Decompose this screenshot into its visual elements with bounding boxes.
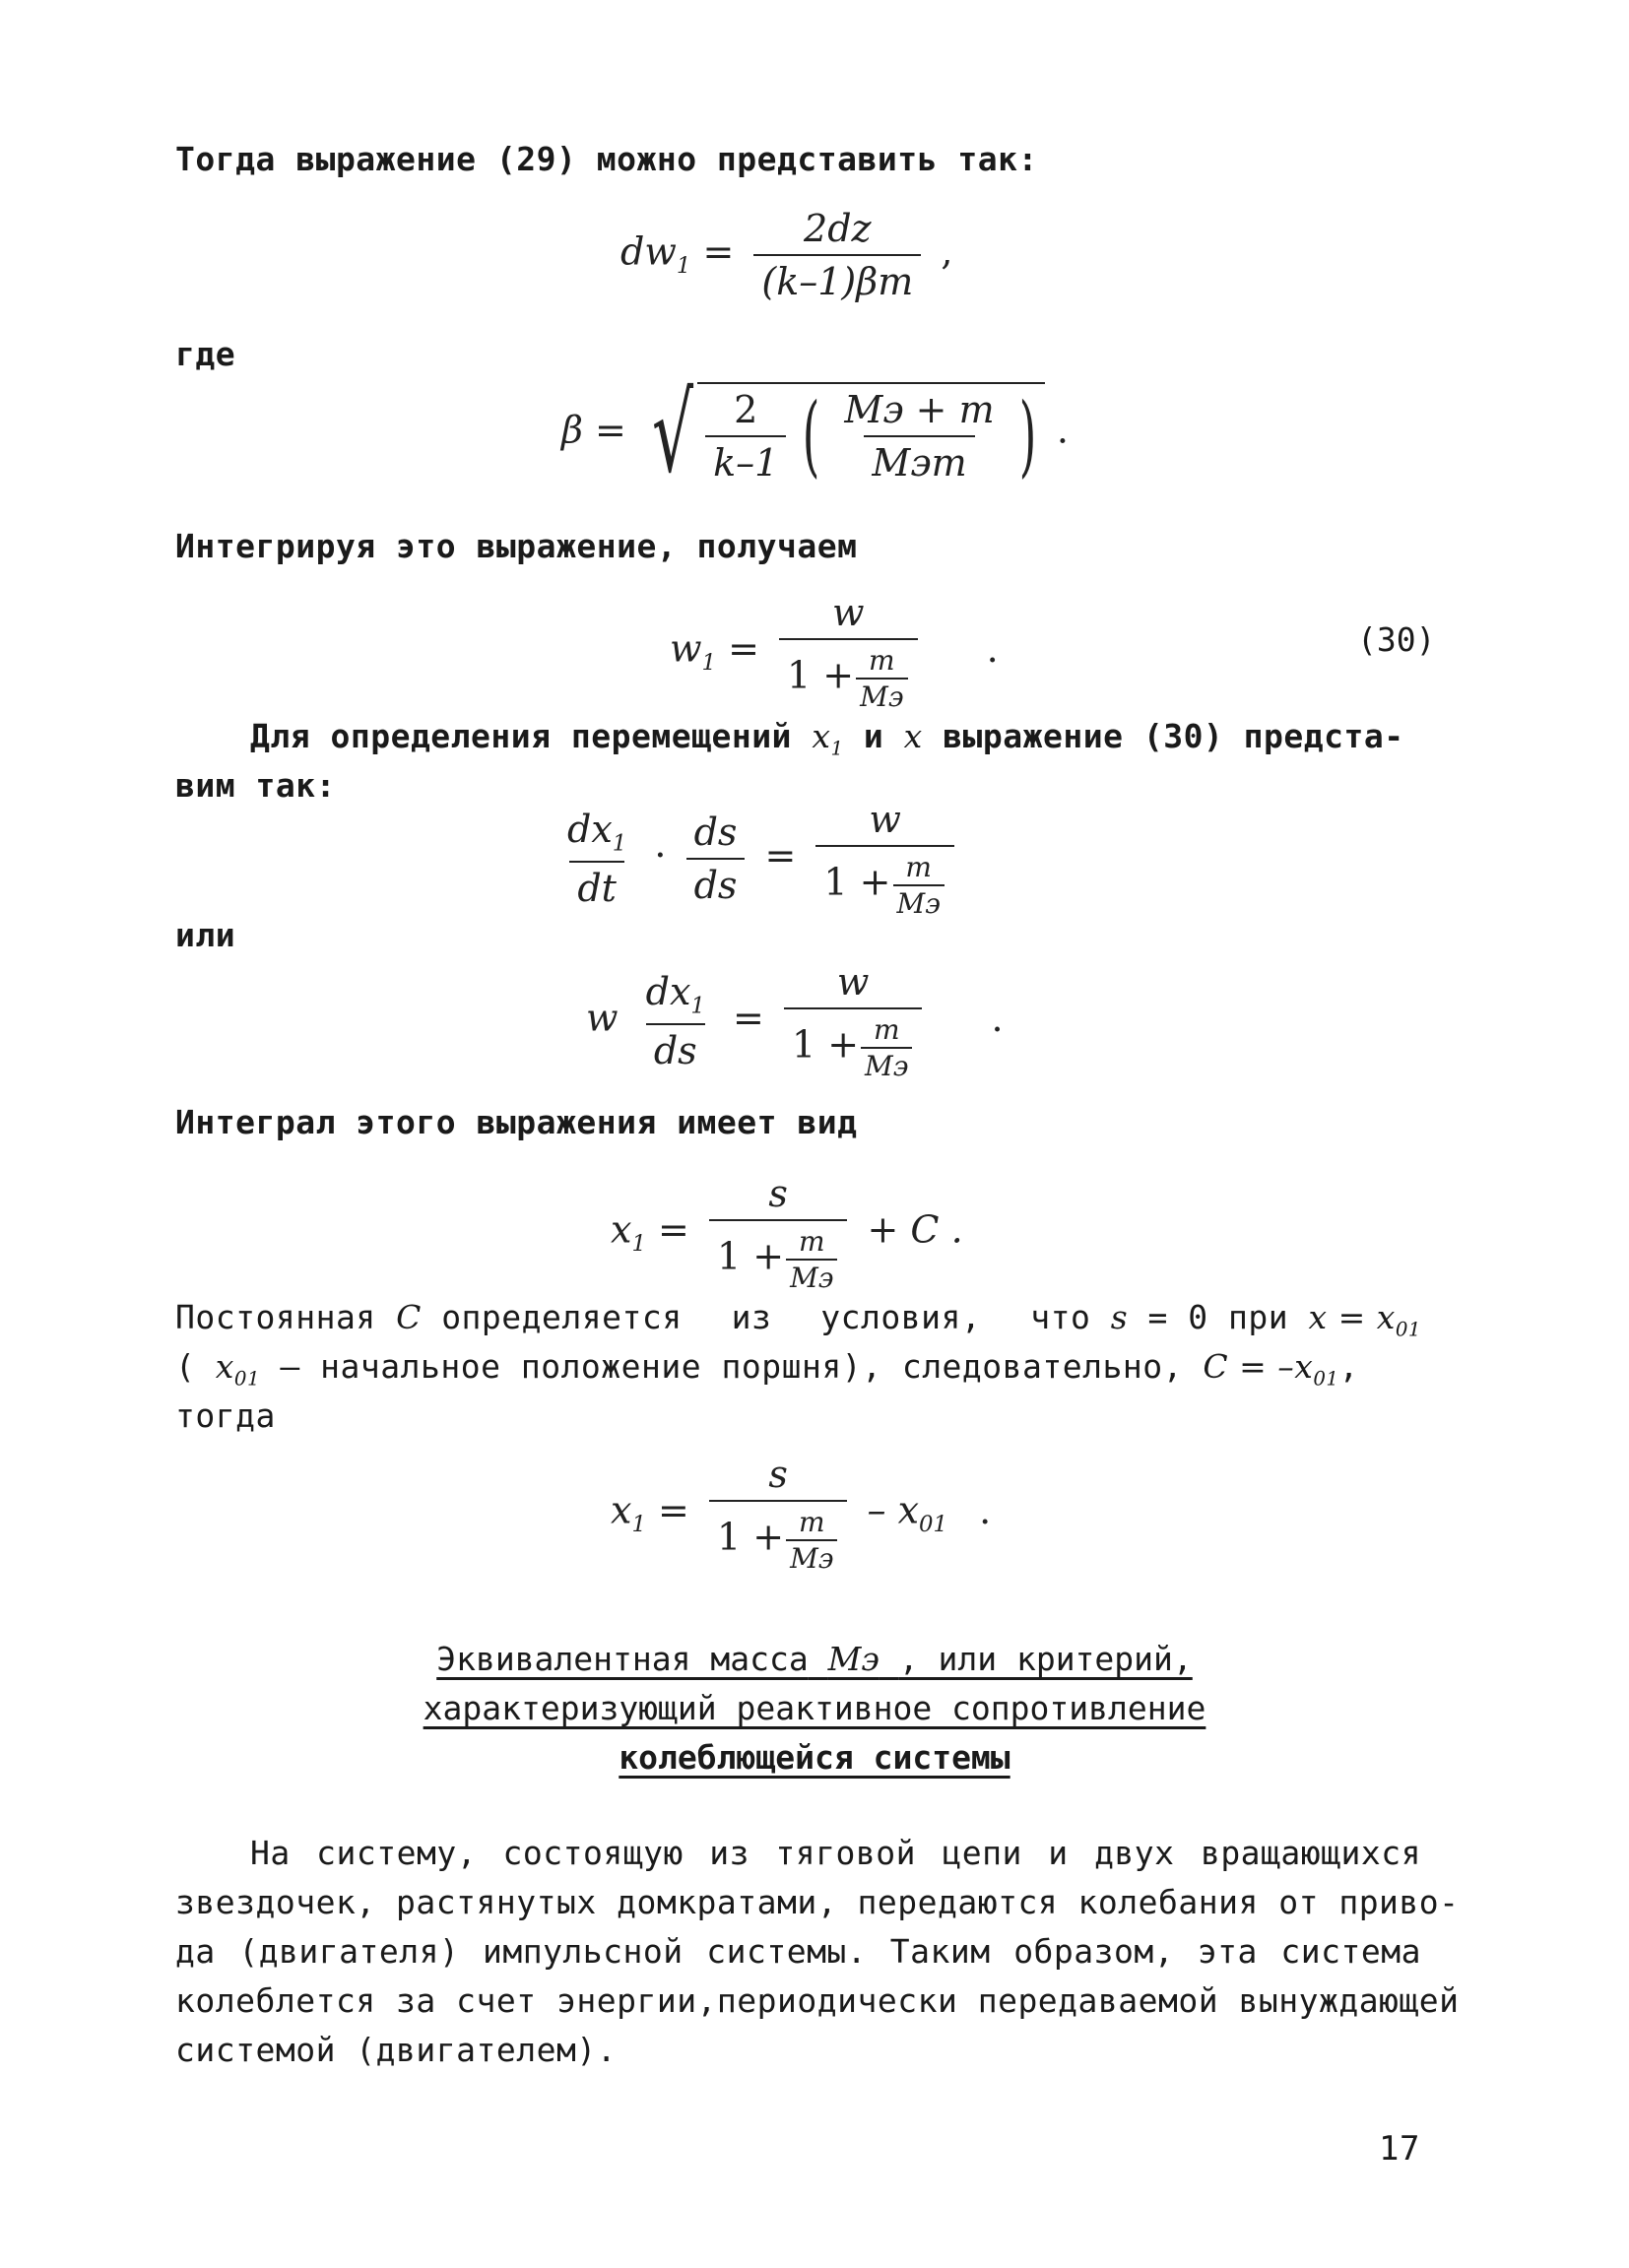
text-line: где <box>175 335 236 373</box>
paragraph-line: звездочек, растянутых домкратами, передаются колебания от приво- <box>175 1883 1460 1921</box>
equation-7: $x_1$ = s 1 + $\frac{m}{Mэ}$ – $x_{01}$ . <box>611 1453 992 1575</box>
page-number: 17 <box>1379 2129 1420 2169</box>
text-line: Для определения перемещений $x_1$ и x выражение (30) предста- <box>250 717 1404 760</box>
text-line: Интеграл этого выражения имеет вид <box>175 1103 858 1141</box>
paragraph-line: колеблется за счет энергии,периодически передаваемой вынуждающей <box>175 1981 1460 2020</box>
paragraph-line: да (двигателя) импульсной системы. Таким образом, эта система <box>175 1932 1421 1971</box>
section-heading: характеризующий реактивное сопротивление <box>423 1689 1206 1727</box>
text-line: Тогда выражение (29) можно представить так: <box>175 140 1038 178</box>
text-line: Постоянная C определяется из условия, что s = 0 при $x = x_{01}$ <box>175 1298 1421 1341</box>
section-heading: Эквивалентная масса Mэ , или критерий, <box>436 1640 1193 1678</box>
text-line: ( $x_{01}$ – начальное положение поршня), следовательно, $C = -x_{01}$, <box>175 1347 1359 1391</box>
equation-3: $w_1$ = w 1 + $\frac{m}{Mэ}$ . <box>670 591 999 713</box>
equation-6: $x_1$ = s 1 + $\frac{m}{Mэ}$ + C . <box>611 1172 963 1294</box>
equation-5: w $\frac{dx_1}{ds}$ = w 1 + $\frac{m}{Mэ}$ . <box>586 960 1004 1082</box>
equation-number: (30) <box>1357 620 1436 659</box>
section-heading: колеблющейся системы <box>619 1738 1010 1777</box>
text-line: вим так: <box>175 766 336 805</box>
equation-2: β = √ $\frac{2}{k-1}$ ( $\frac{Mэ + m}{\text{Mэm}}$ ) . <box>561 370 1069 496</box>
paragraph-line: На систему, состоящую из тяговой цепи и двух вращающихся <box>250 1834 1421 1872</box>
text-line: тогда <box>175 1396 276 1435</box>
equation-1: $dw_1$ = $\frac{2dz}{(k-1)\beta m}$ , <box>620 207 953 303</box>
text-line: или <box>175 916 236 954</box>
equation-4: $\frac{dx_1}{dt}$ · $\frac{ds}{ds}$ = w 1 + $\frac{m}{Mэ}$ <box>552 798 962 920</box>
text-line: Интегрируя это выражение, получаем <box>175 527 858 565</box>
paragraph-line: системой (двигателем). <box>175 2031 618 2069</box>
